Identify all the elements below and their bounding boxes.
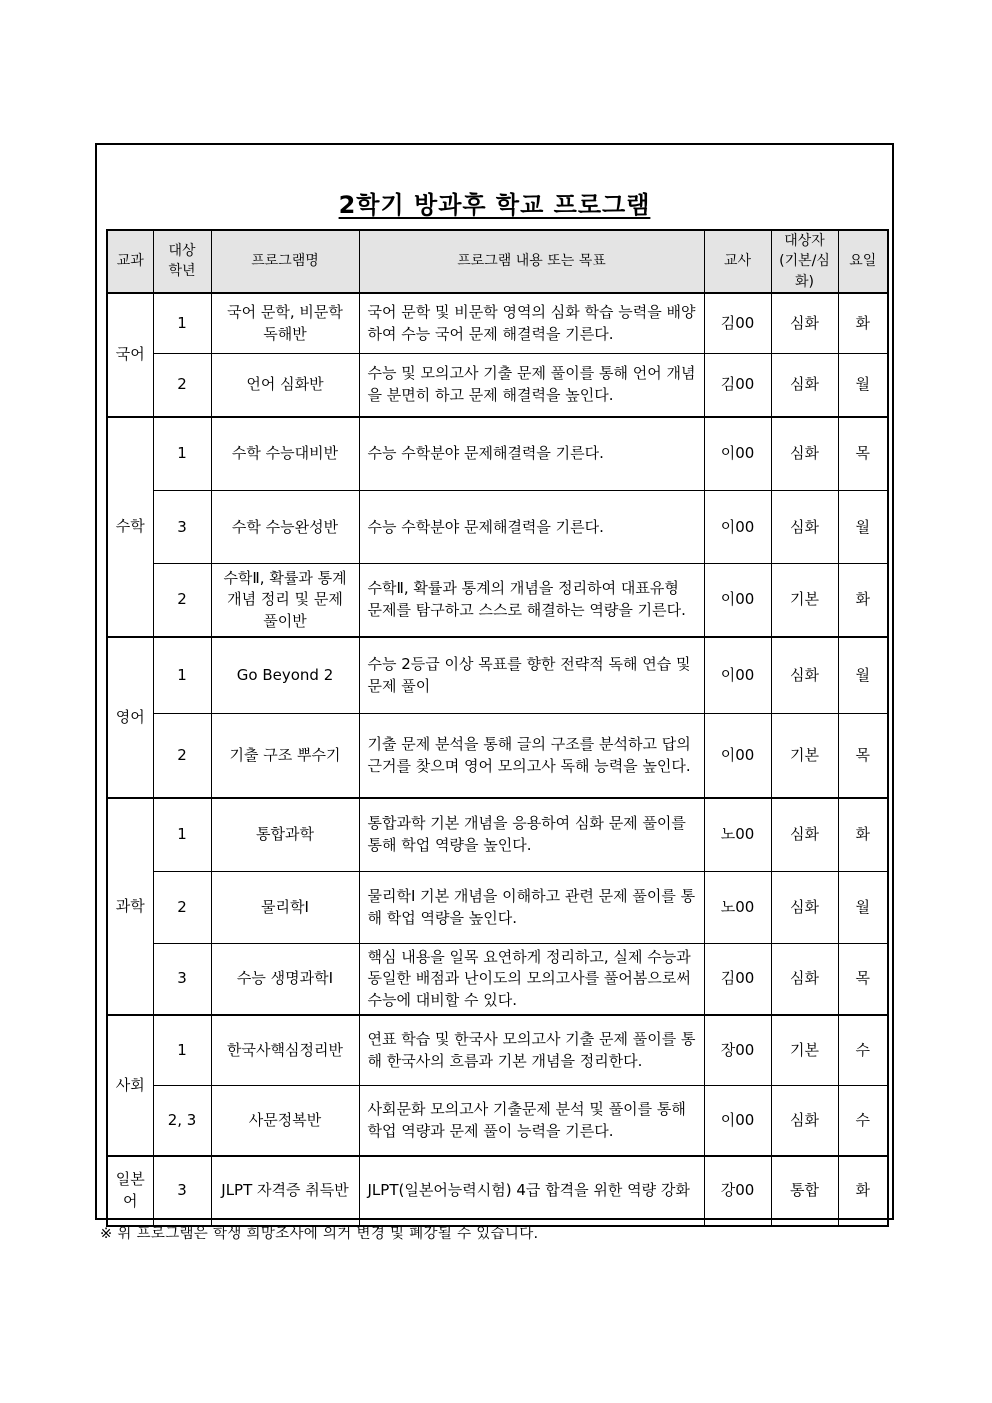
program-table [106,229,889,1227]
table-row [107,637,888,714]
target-cell: 심화 [771,417,838,491]
day-cell: 화 [838,564,888,637]
teacher-cell: 이00 [704,417,771,491]
program-cell: Go Beyond 2 [211,637,359,714]
day-cell: 월 [838,872,888,944]
content-cell: 수능 2등급 이상 목표를 향한 전략적 독해 연습 및 문제 풀이 [359,637,704,714]
day-cell: 수 [838,1015,888,1086]
teacher-cell: 김00 [704,354,771,417]
header-day: 요일 [838,230,888,293]
teacher-cell: 노00 [704,798,771,872]
table-row [107,714,888,798]
content-cell: 물리학Ⅰ 기본 개념을 이해하고 관련 문제 풀이를 통해 학업 역량을 높인다. [359,872,704,944]
table-row [107,1156,888,1226]
header-program: 프로그램명 [211,230,359,293]
teacher-cell: 강00 [704,1156,771,1226]
day-cell: 화 [838,798,888,872]
target-cell: 심화 [771,1086,838,1156]
grade-cell: 1 [153,637,211,714]
table-row [107,944,888,1015]
grade-cell: 3 [153,491,211,564]
content-cell: 핵심 내용을 일목 요연하게 정리하고, 실제 수능과 동일한 배점과 난이도의 모의고사를 풀어봄으로써 수능에 대비할 수 있다. [359,944,704,1015]
content-cell: 수능 수학분야 문제해결력을 기른다. [359,417,704,491]
content-cell: 통합과학 기본 개념을 응용하여 심화 문제 풀이를 통해 학업 역량을 높인다. [359,798,704,872]
grade-cell: 1 [153,1015,211,1086]
subject-cell: 국어 [107,293,153,417]
content-cell: JLPT(일본어능력시험) 4급 합격을 위한 역량 강화 [359,1156,704,1226]
day-cell: 화 [838,293,888,354]
header-content: 프로그램 내용 또는 목표 [359,230,704,293]
subject-cell: 영어 [107,637,153,798]
target-cell: 통합 [771,1156,838,1226]
day-cell: 화 [838,1156,888,1226]
program-cell: 국어 문학, 비문학 독해반 [211,293,359,354]
teacher-cell: 장00 [704,1015,771,1086]
program-cell: 수학 수능완성반 [211,491,359,564]
content-cell: 수능 및 모의고사 기출 문제 풀이를 통해 언어 개념을 분면히 하고 문제 해결력을 높인다. [359,354,704,417]
header-subject: 교과 [107,230,153,293]
day-cell: 수 [838,1086,888,1156]
grade-cell: 2 [153,354,211,417]
table-row [107,417,888,491]
subject-cell: 수학 [107,417,153,637]
grade-cell: 3 [153,1156,211,1226]
content-cell: 수능 수학분야 문제해결력을 기른다. [359,491,704,564]
table-row [107,1086,888,1156]
table-row [107,491,888,564]
grade-cell: 1 [153,293,211,354]
day-cell: 월 [838,354,888,417]
table-header-row [107,230,888,293]
subject-cell: 일본어 [107,1156,153,1226]
page-title: 2학기 방과후 학교 프로그램 [338,191,651,219]
target-cell: 심화 [771,944,838,1015]
program-cell: 수학Ⅱ, 확률과 통계 개념 정리 및 문제 풀이반 [211,564,359,637]
day-cell: 월 [838,637,888,714]
day-cell: 목 [838,714,888,798]
grade-cell: 2 [153,872,211,944]
table-row [107,872,888,944]
content-cell: 사회문화 모의고사 기출문제 분석 및 풀이를 통해 학업 역량과 문제 풀이 능력을 기른다. [359,1086,704,1156]
header-teacher: 교사 [704,230,771,293]
target-cell: 심화 [771,491,838,564]
teacher-cell: 이00 [704,637,771,714]
table-row [107,354,888,417]
subject-cell: 과학 [107,798,153,1015]
target-cell: 기본 [771,714,838,798]
target-cell: 심화 [771,293,838,354]
table-row [107,798,888,872]
day-cell: 목 [838,417,888,491]
grade-cell: 1 [153,798,211,872]
program-cell: 수능 생명과학Ⅰ [211,944,359,1015]
teacher-cell: 김00 [704,944,771,1015]
target-cell: 심화 [771,872,838,944]
grade-cell: 1 [153,417,211,491]
program-cell: 수학 수능대비반 [211,417,359,491]
teacher-cell: 이00 [704,714,771,798]
footnote: ※ 위 프로그램은 학생 희망조사에 의거 변경 및 폐강될 수 있습니다. [100,1226,539,1242]
program-cell: 통합과학 [211,798,359,872]
table-row [107,293,888,354]
day-cell: 목 [838,944,888,1015]
program-cell: 한국사핵심정리반 [211,1015,359,1086]
program-cell: 언어 심화반 [211,354,359,417]
target-cell: 심화 [771,798,838,872]
content-cell: 국어 문학 및 비문학 영역의 심화 학습 능력을 배양하여 수능 국어 문제 해결력을 기른다. [359,293,704,354]
target-cell: 심화 [771,354,838,417]
subject-cell: 사회 [107,1015,153,1156]
program-cell: 기출 구조 뿌수기 [211,714,359,798]
teacher-cell: 노00 [704,872,771,944]
teacher-cell: 이00 [704,491,771,564]
table-row [107,564,888,637]
grade-cell: 2 [153,564,211,637]
content-cell: 수학Ⅱ, 확률과 통계의 개념을 정리하여 대표유형 문제를 탐구하고 스스로 해결하는 역량을 기른다. [359,564,704,637]
program-cell: 물리학Ⅰ [211,872,359,944]
program-cell: 사문정복반 [211,1086,359,1156]
target-cell: 기본 [771,1015,838,1086]
program-cell: JLPT 자격증 취득반 [211,1156,359,1226]
target-cell: 심화 [771,637,838,714]
table-body [107,293,888,1226]
table-row [107,1015,888,1086]
grade-cell: 3 [153,944,211,1015]
header-target: 대상자 (기본/심화) [771,230,838,293]
grade-cell: 2, 3 [153,1086,211,1156]
content-cell: 연표 학습 및 한국사 모의고사 기출 문제 풀이를 통해 한국사의 흐름과 기본 개념을 정리한다. [359,1015,704,1086]
content-cell: 기출 문제 분석을 통해 글의 구조를 분석하고 답의 근거를 찾으며 영어 모의고사 독해 능력을 높인다. [359,714,704,798]
teacher-cell: 이00 [704,564,771,637]
header-grade: 대상 학년 [153,230,211,293]
target-cell: 기본 [771,564,838,637]
grade-cell: 2 [153,714,211,798]
teacher-cell: 이00 [704,1086,771,1156]
day-cell: 월 [838,491,888,564]
teacher-cell: 김00 [704,293,771,354]
